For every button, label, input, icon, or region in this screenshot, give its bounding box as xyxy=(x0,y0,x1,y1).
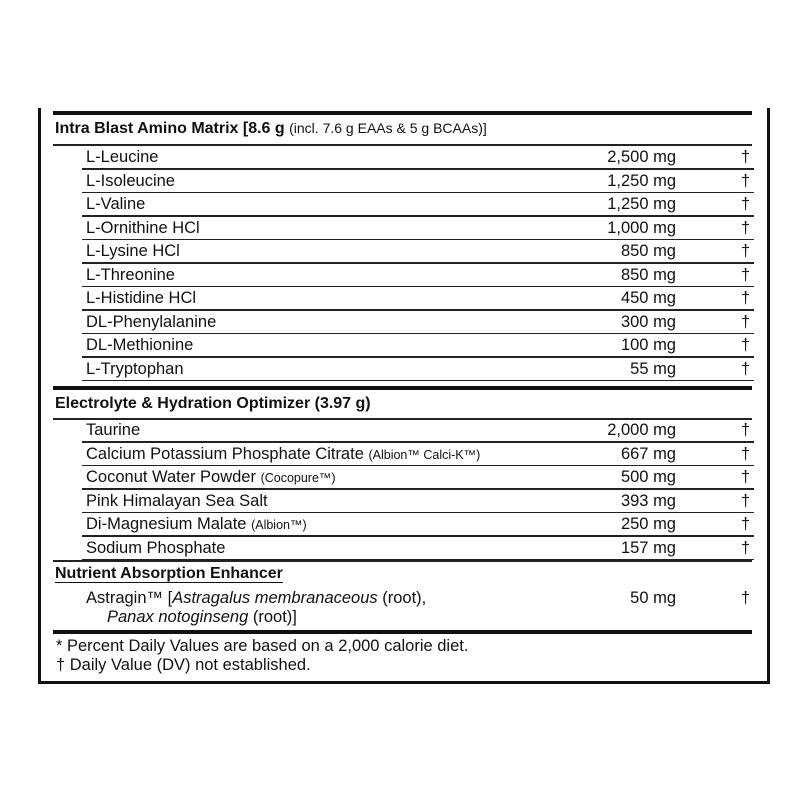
amino-row xyxy=(0,311,800,334)
amino-ingredient-label: DL-Phenylalanine xyxy=(86,312,217,331)
amino-row xyxy=(0,146,800,169)
electrolyte-ingredient-label: Taurine xyxy=(86,421,141,439)
electrolyte-header xyxy=(55,395,371,413)
amino-ingredient-label: L-Leucine xyxy=(86,148,159,166)
electrolyte-row xyxy=(0,490,800,513)
electrolyte-amount: 500 mg xyxy=(620,468,676,486)
amino-ingredient-label: L-Tryptophan xyxy=(86,359,184,378)
absorption-title: Nutrient Absorption Enhancer xyxy=(55,565,283,582)
amino-row xyxy=(0,287,800,310)
amino-ingredient-label: L-Threonine xyxy=(86,265,175,284)
electrolyte-title: Electrolyte & Hydration Optimizer (3.97 g) xyxy=(55,395,371,412)
amino-dv-mark: † xyxy=(741,242,751,260)
astragin-part-1: (root), xyxy=(382,589,427,607)
amino-row xyxy=(0,240,800,263)
electrolyte-ingredient-name xyxy=(86,466,336,490)
amino-ingredient-label: L-Isoleucine xyxy=(86,171,175,190)
amino-dv-mark: † xyxy=(741,218,751,237)
section-divider-1 xyxy=(53,386,752,390)
amino-dv-mark: † xyxy=(741,195,751,213)
electrolyte-ingredient-brand-note: (Cocopure™) xyxy=(260,471,336,485)
amino-ingredient-name xyxy=(86,146,158,169)
electrolyte-ingredient-name xyxy=(86,513,307,537)
absorption-header xyxy=(55,565,283,583)
amino-row xyxy=(0,334,800,357)
electrolyte-ingredient-label: Calcium Potassium Phosphate Citrate xyxy=(86,444,364,463)
amino-matrix-title: Intra Blast Amino Matrix [8.6 g xyxy=(55,120,285,137)
amino-ingredient-label: L-Ornithine HCl xyxy=(86,218,200,237)
amino-amount: 450 mg xyxy=(620,289,676,307)
amino-ingredient-name xyxy=(86,311,216,334)
electrolyte-ingredient-name xyxy=(86,443,480,467)
amino-row xyxy=(0,217,800,240)
astragin-open-bracket: [ xyxy=(167,589,173,607)
electrolyte-dv-mark: † xyxy=(741,421,751,439)
astragin-dv: † xyxy=(741,589,751,607)
amino-ingredient-name xyxy=(86,217,200,240)
amino-dv-mark: † xyxy=(741,336,751,354)
amino-row xyxy=(0,193,800,216)
amino-row xyxy=(0,264,800,287)
electrolyte-dv-mark: † xyxy=(741,444,751,463)
amino-dv-mark: † xyxy=(741,289,751,307)
amino-ingredient-label: L-Valine xyxy=(86,195,146,213)
amino-dv-mark: † xyxy=(741,148,751,166)
amino-dv-mark: † xyxy=(741,171,751,190)
amino-ingredient-label: L-Histidine HCl xyxy=(86,289,197,307)
amino-amount: 55 mg xyxy=(630,359,676,378)
electrolyte-dv-mark: † xyxy=(741,468,751,486)
amino-ingredient-name xyxy=(86,193,145,216)
astragin-amount: 50 mg xyxy=(630,589,676,607)
astragin-name-continued xyxy=(107,606,297,629)
amino-amount: 1,250 mg xyxy=(607,171,676,190)
amino-amount: 850 mg xyxy=(620,265,676,284)
electrolyte-amount: 250 mg xyxy=(620,515,676,533)
amino-amount: 1,250 mg xyxy=(607,195,676,213)
electrolyte-ingredient-label: Di-Magnesium Malate xyxy=(86,515,247,533)
electrolyte-dv-mark: † xyxy=(741,538,751,557)
electrolyte-ingredient-brand-note: (Albion™ Calci-K™) xyxy=(368,447,481,462)
amino-dv-mark: † xyxy=(741,312,751,331)
amino-row-rule xyxy=(82,380,754,382)
section-divider-2 xyxy=(53,560,752,562)
amino-amount: 2,500 mg xyxy=(607,148,676,166)
footnote-divider xyxy=(53,630,752,634)
astragin-brand: Astragin™ xyxy=(86,589,164,607)
amino-row xyxy=(0,358,800,381)
electrolyte-amount: 667 mg xyxy=(620,444,676,463)
electrolyte-amount: 393 mg xyxy=(620,491,676,510)
electrolyte-row xyxy=(0,443,800,466)
amino-ingredient-name xyxy=(86,334,193,357)
amino-amount: 850 mg xyxy=(620,242,676,260)
electrolyte-ingredient-label: Sodium Phosphate xyxy=(86,538,226,557)
amino-ingredient-name xyxy=(86,240,180,263)
electrolyte-dv-mark: † xyxy=(741,515,751,533)
electrolyte-ingredient-label: Coconut Water Powder xyxy=(86,468,256,486)
amino-ingredient-name xyxy=(86,264,175,287)
amino-ingredient-name xyxy=(86,287,196,310)
electrolyte-row xyxy=(0,466,800,489)
electrolyte-dv-mark: † xyxy=(741,491,751,510)
top-thick-rule xyxy=(53,111,752,115)
amino-dv-mark: † xyxy=(741,265,751,284)
astragin-species-1: Astragalus membranaceous xyxy=(172,589,378,607)
amino-ingredient-label: DL-Methionine xyxy=(86,336,194,354)
electrolyte-row xyxy=(0,419,800,442)
footnote-dv-not-established: † Daily Value (DV) not established. xyxy=(56,656,311,674)
electrolyte-ingredient-name xyxy=(86,419,140,442)
amino-amount: 1,000 mg xyxy=(607,218,676,237)
amino-amount: 300 mg xyxy=(620,312,676,331)
amino-ingredient-name xyxy=(86,358,184,381)
electrolyte-ingredient-brand-note: (Albion™) xyxy=(251,518,307,532)
amino-amount: 100 mg xyxy=(620,336,676,354)
amino-ingredient-label: L-Lysine HCl xyxy=(86,242,180,260)
electrolyte-ingredient-name xyxy=(86,490,268,513)
amino-ingredient-name xyxy=(86,170,175,193)
amino-row xyxy=(0,170,800,193)
amino-dv-mark: † xyxy=(741,359,751,378)
electrolyte-amount: 2,000 mg xyxy=(607,421,676,439)
electrolyte-ingredient-name xyxy=(86,537,225,560)
electrolyte-amount: 157 mg xyxy=(620,538,676,557)
astragin-species-2: Panax notoginseng xyxy=(107,608,249,626)
electrolyte-row xyxy=(0,537,800,560)
astragin-part-2: (root)] xyxy=(252,608,297,626)
astragin-row-continued xyxy=(0,606,800,629)
amino-matrix-note: (incl. 7.6 g EAAs & 5 g BCAAs)] xyxy=(289,120,487,136)
electrolyte-row xyxy=(0,513,800,536)
amino-matrix-header xyxy=(55,120,487,138)
footnote-percent-dv: * Percent Daily Values are based on a 2,000 calorie diet. xyxy=(56,637,469,655)
electrolyte-ingredient-label: Pink Himalayan Sea Salt xyxy=(86,491,268,510)
